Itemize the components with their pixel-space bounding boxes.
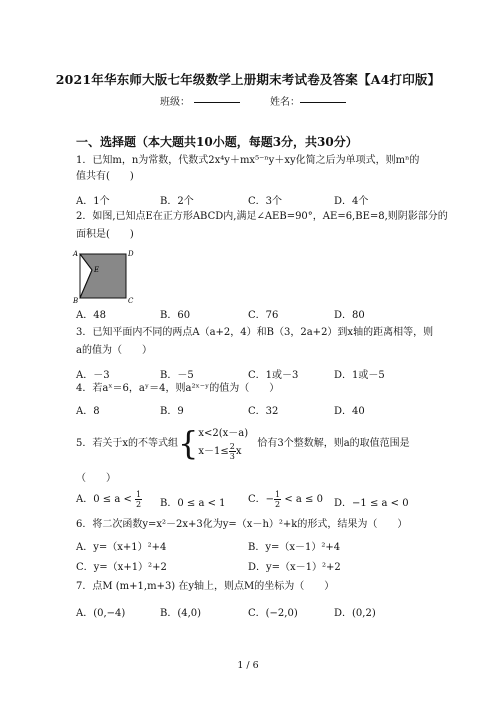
opt-pre: 0 ≤ a <	[93, 494, 132, 505]
q2-option-a: A．48	[76, 310, 106, 321]
opt-pre: −1 ≤ a < 0	[352, 498, 409, 509]
q1-line1: 1．已知m，n为常数，代数式2x⁴y＋mx⁵⁻ⁿy＋xy化简之后为单项式，则mⁿ的	[76, 155, 420, 166]
q1-option-d: D．4个	[334, 196, 369, 207]
document-title: 2021年华东师大版七年级数学上册期末考试卷及答案【A4打印版】	[55, 72, 441, 87]
ineq2-left: x－1≤	[198, 446, 229, 457]
inequality-2	[198, 442, 248, 461]
q4-option-b: B．9	[160, 406, 184, 417]
q2-line2: 面积是( )	[76, 229, 134, 240]
page-number: 1 / 6	[237, 660, 259, 671]
q7-line1: 7．点M (m+1,m+3) 在y轴上，则点M的坐标为（ ）	[76, 581, 335, 592]
q4-line1: 4．若aˣ＝6，aʸ＝4，则a²ˣ⁻ʸ的值为（ ）	[76, 383, 280, 394]
q5-paren: （ ）	[76, 473, 116, 484]
opt-pre: −	[265, 494, 275, 505]
square-figure	[70, 246, 140, 304]
frac-den: 2	[136, 500, 142, 509]
class-blank	[194, 102, 240, 103]
q6-option-b: B．y=（x－1）²+4	[248, 542, 341, 553]
q1-option-a: A．1个	[76, 196, 110, 207]
opt-label: A．	[76, 494, 94, 505]
frac-den: 2	[275, 500, 281, 509]
label-c: C	[128, 297, 134, 304]
q3-line1: 3．已知平面内不同的两点A（a+2，4）和B（3，2a+2）到x轴的距离相等，则	[76, 327, 434, 338]
q2-line1: 2．如图,已知点E在正方形ABCD内,满足∠AEB=90°，AE=6,BE=8,则阴影部分的	[76, 211, 448, 222]
q6-line1: 6．将二次函数y=x²－2x+3化为y=（x－h）²+k的形式，结果为（ ）	[76, 519, 408, 530]
q6-option-a: A．y=（x+1）²+4	[76, 542, 167, 553]
inequality-system	[198, 426, 248, 461]
q2-option-b: B．60	[160, 310, 191, 321]
q5-option-b	[160, 494, 226, 509]
q5-option-a	[76, 490, 142, 509]
label-a: A	[73, 250, 79, 258]
label-b: B	[73, 297, 79, 304]
inequality-1: x<2(x－a)	[198, 428, 249, 439]
opt-label: C．	[248, 494, 266, 505]
opt-label: B．	[160, 498, 178, 509]
label-d: D	[128, 250, 134, 258]
q5-option-d	[334, 494, 409, 509]
q3-option-b: B．－5	[160, 370, 194, 381]
q3-line2: a的值为（ ）	[76, 345, 152, 356]
q7-option-a: A．(0,−4)	[76, 608, 126, 619]
q5-option-c	[248, 490, 323, 509]
fraction-two-thirds	[229, 442, 236, 461]
q4-option-d: D．40	[334, 406, 365, 417]
frac-den: 3	[229, 452, 235, 461]
q2-option-d: D．80	[334, 310, 365, 321]
name-label: 姓名：	[270, 97, 300, 108]
q7-option-c: C．(−2,0)	[248, 608, 298, 619]
q6-option-d: D．y=（x－1）²+2	[248, 562, 341, 573]
ineq2-right: x	[235, 446, 242, 457]
q1-option-c: C．3个	[248, 196, 283, 207]
opt-pre: 0 ≤ a < 1	[177, 498, 226, 509]
q1-option-b: B．2个	[160, 196, 194, 207]
fraction-half	[135, 490, 142, 509]
system-brace: {	[178, 424, 199, 463]
frac-num: 2	[229, 442, 235, 451]
q3-option-c: C．1或－3	[248, 370, 299, 381]
q1-line2: 值共有( )	[76, 171, 134, 182]
q5-pre: 5．若关于x的不等式组	[76, 438, 179, 449]
frac-num: 1	[136, 490, 142, 499]
q5-stem	[76, 426, 410, 461]
opt-post: < a ≤ 0	[284, 494, 323, 505]
label-e: E	[94, 266, 100, 274]
q7-option-d: D．(0,2)	[334, 608, 376, 619]
name-blank	[300, 102, 346, 103]
q3-option-d: D．1或－5	[334, 370, 385, 381]
opt-label: D．	[334, 498, 353, 509]
q6-option-c: C．y=（x+1）²+2	[76, 562, 167, 573]
q4-option-c: C．32	[248, 406, 279, 417]
frac-num: 1	[275, 490, 281, 499]
section-heading: 一、选择题（本大题共10小题，每题3分，共30分）	[76, 135, 358, 149]
fraction-half	[274, 490, 281, 509]
q7-option-b: B．(4,0)	[160, 608, 202, 619]
q2-option-c: C．76	[248, 310, 279, 321]
q4-option-a: A．8	[76, 406, 100, 417]
q3-option-a: A．－3	[76, 370, 110, 381]
q5-post: 恰有3个整数解，则a的取值范围是	[257, 438, 410, 449]
class-label: 班级：	[160, 97, 190, 108]
